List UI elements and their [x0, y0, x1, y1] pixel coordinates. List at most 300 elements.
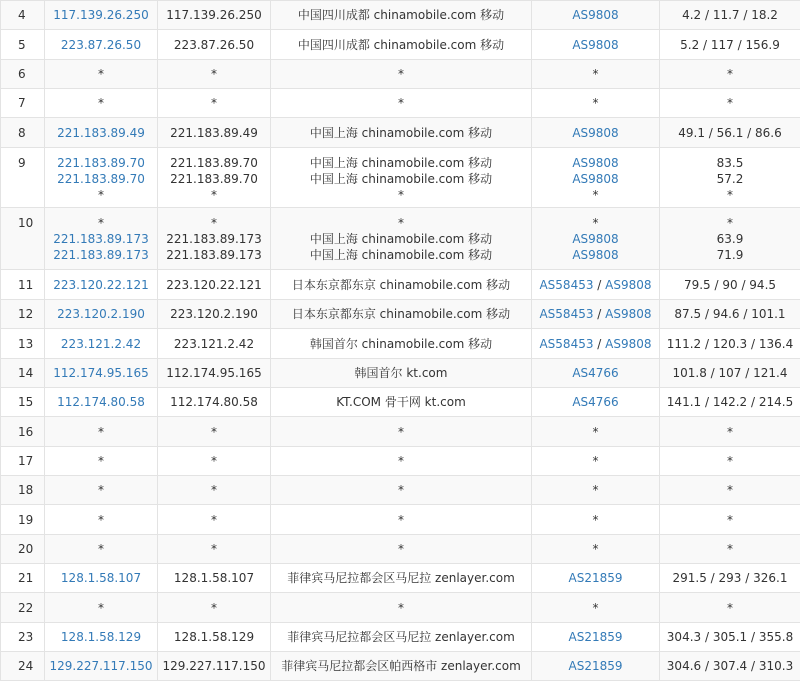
- hop-number: 14: [1, 359, 45, 388]
- location: 中国上海 chinamobile.com 移动: [309, 156, 493, 170]
- ip-link[interactable]: 221.183.89.173: [53, 248, 149, 262]
- as-line: [532, 424, 659, 440]
- asn-separator: /: [593, 277, 606, 292]
- rtt-line: [660, 365, 800, 381]
- hop-number: 17: [1, 447, 45, 476]
- location: 中国上海 chinamobile.com 移动: [309, 172, 493, 186]
- hostname: 223.87.26.50: [173, 37, 255, 52]
- loc-line: [271, 171, 531, 187]
- ip-line: [45, 171, 157, 187]
- ip-line: [45, 95, 157, 111]
- ip-cell: [45, 359, 158, 388]
- hop-number: 10: [1, 208, 45, 270]
- empty-marker: *: [211, 216, 217, 230]
- table-row: [1, 359, 800, 388]
- empty-marker: *: [727, 512, 733, 527]
- ip-line: [45, 187, 157, 203]
- hop-number: 21: [1, 564, 45, 593]
- location: 中国上海 chinamobile.com 移动: [309, 248, 493, 262]
- loc-line: [271, 66, 531, 82]
- loc-cell: [271, 208, 532, 270]
- rtt-values: 5.2 / 117 / 156.9: [680, 37, 780, 52]
- rtt-values: 304.6 / 307.4 / 310.3: [666, 659, 794, 673]
- hostname: 223.120.22.121: [166, 277, 262, 292]
- location: 中国四川成都 chinamobile.com 移动: [297, 37, 505, 52]
- as-line: [532, 187, 659, 203]
- rtt-line: [660, 629, 800, 645]
- asn-link[interactable]: AS21859: [568, 571, 623, 585]
- ip-line: [45, 125, 157, 141]
- rtt-line: [660, 658, 800, 674]
- ip-cell: [45, 535, 158, 564]
- loc-cell: [271, 329, 532, 359]
- hop-number: 24: [1, 652, 45, 681]
- host-line: [158, 231, 270, 247]
- rtt-line: [660, 95, 800, 111]
- host-line: [158, 187, 270, 203]
- asn-link[interactable]: AS9808: [572, 125, 619, 140]
- empty-marker: *: [211, 454, 217, 468]
- as-line: [532, 171, 659, 187]
- asn-link[interactable]: AS58453: [539, 336, 594, 351]
- host-line: [158, 629, 270, 645]
- hop-number: 6: [1, 60, 45, 89]
- rtt-cell: [660, 359, 800, 388]
- empty-marker: *: [727, 424, 733, 439]
- ip-cell: [45, 417, 158, 447]
- empty-marker: *: [727, 67, 733, 81]
- table-row: [1, 60, 800, 89]
- rtt-values: 71.9: [716, 248, 744, 262]
- hop-number: 15: [1, 388, 45, 417]
- ip-cell: [45, 329, 158, 359]
- hostname: 112.174.95.165: [166, 366, 262, 380]
- ip-cell: [45, 300, 158, 329]
- host-line: [158, 125, 270, 141]
- host-cell: [158, 359, 271, 388]
- as-cell: [532, 270, 660, 300]
- asn-link[interactable]: AS4766: [572, 366, 619, 380]
- ip-link[interactable]: 223.87.26.50: [60, 37, 142, 52]
- location: 韩国首尔 chinamobile.com 移动: [309, 336, 493, 351]
- as-cell: [532, 300, 660, 329]
- as-cell: [532, 1, 660, 30]
- loc-line: [271, 247, 531, 263]
- asn-link[interactable]: AS9808: [572, 248, 619, 262]
- table-row: [1, 535, 800, 564]
- as-cell: [532, 148, 660, 208]
- table-row: [1, 148, 800, 208]
- empty-marker: *: [398, 424, 404, 439]
- host-line: [158, 7, 270, 23]
- as-line: [532, 95, 659, 111]
- ip-cell: [45, 118, 158, 148]
- host-line: [158, 424, 270, 440]
- as-line: [532, 155, 659, 171]
- ip-cell: [45, 652, 158, 681]
- as-line: [532, 512, 659, 528]
- hostname: 221.183.89.173: [166, 248, 262, 262]
- loc-cell: [271, 476, 532, 505]
- asn-link[interactable]: AS9808: [572, 8, 619, 22]
- asn-link[interactable]: AS9808: [572, 232, 619, 246]
- ip-link[interactable]: 223.120.2.190: [57, 307, 145, 321]
- hostname: 117.139.26.250: [166, 8, 262, 22]
- loc-cell: [271, 535, 532, 564]
- host-cell: [158, 388, 271, 417]
- table-row: [1, 208, 800, 270]
- ip-line: [45, 424, 157, 440]
- loc-cell: [271, 148, 532, 208]
- ip-line: [45, 231, 157, 247]
- empty-marker: *: [211, 542, 217, 556]
- rtt-line: [660, 541, 800, 557]
- asn-link[interactable]: AS9808: [572, 156, 619, 170]
- ip-line: [45, 277, 157, 293]
- table-row: [1, 652, 800, 681]
- loc-line: [271, 365, 531, 381]
- rtt-cell: [660, 118, 800, 148]
- empty-marker: *: [592, 512, 599, 527]
- as-cell: [532, 505, 660, 535]
- host-line: [158, 482, 270, 498]
- empty-marker: *: [398, 188, 404, 202]
- rtt-line: [660, 453, 800, 469]
- as-line: [532, 365, 659, 381]
- ip-line: [45, 658, 157, 674]
- rtt-line: [660, 394, 800, 410]
- ip-link[interactable]: 117.139.26.250: [53, 8, 149, 22]
- rtt-cell: [660, 148, 800, 208]
- host-cell: [158, 623, 271, 652]
- rtt-values: 87.5 / 94.6 / 101.1: [674, 307, 786, 321]
- as-line: [532, 394, 659, 410]
- asn-link[interactable]: AS58453: [539, 307, 594, 321]
- empty-marker: *: [592, 483, 599, 497]
- ip-cell: [45, 447, 158, 476]
- as-cell: [532, 60, 660, 89]
- host-cell: [158, 208, 271, 270]
- loc-cell: [271, 417, 532, 447]
- rtt-cell: [660, 30, 800, 60]
- hostname: 221.183.89.49: [170, 125, 258, 140]
- empty-marker: *: [727, 483, 733, 497]
- as-line: [532, 629, 659, 645]
- as-line: [532, 37, 659, 53]
- table-row: [1, 388, 800, 417]
- as-line: [532, 231, 659, 247]
- asn-link[interactable]: AS9808: [605, 277, 652, 292]
- ip-line: [45, 629, 157, 645]
- empty-marker: *: [98, 542, 104, 556]
- asn-link[interactable]: AS9808: [572, 37, 619, 52]
- ip-line: [45, 7, 157, 23]
- hop-number: 8: [1, 118, 45, 148]
- hop-number: 22: [1, 593, 45, 623]
- rtt-cell: [660, 1, 800, 30]
- as-line: [532, 570, 659, 586]
- host-cell: [158, 89, 271, 118]
- empty-marker: *: [98, 600, 104, 615]
- ip-link[interactable]: 221.183.89.70: [57, 172, 145, 186]
- hostname: 128.1.58.107: [173, 571, 255, 585]
- asn-link[interactable]: AS9808: [605, 307, 652, 321]
- ip-link[interactable]: 223.121.2.42: [60, 336, 142, 351]
- hop-number: 18: [1, 476, 45, 505]
- empty-marker: *: [211, 600, 217, 615]
- as-cell: [532, 208, 660, 270]
- loc-cell: [271, 60, 532, 89]
- asn-link[interactable]: AS21859: [568, 630, 623, 644]
- loc-cell: [271, 118, 532, 148]
- rtt-cell: [660, 476, 800, 505]
- empty-marker: *: [727, 454, 733, 468]
- location: 中国上海 chinamobile.com 移动: [309, 232, 493, 246]
- hop-number: 5: [1, 30, 45, 60]
- asn-link[interactable]: AS9808: [605, 336, 652, 351]
- empty-marker: *: [211, 483, 217, 497]
- rtt-cell: [660, 652, 800, 681]
- empty-marker: *: [98, 483, 104, 497]
- empty-marker: *: [211, 424, 217, 439]
- rtt-cell: [660, 329, 800, 359]
- loc-line: [271, 155, 531, 171]
- traceroute-rows: [1, 1, 800, 681]
- empty-marker: *: [98, 512, 104, 527]
- empty-marker: *: [592, 600, 599, 615]
- host-cell: [158, 300, 271, 329]
- location: 菲律宾马尼拉都会区马尼拉 zenlayer.com: [287, 630, 515, 644]
- host-line: [158, 365, 270, 381]
- table-row: [1, 329, 800, 359]
- asn-link[interactable]: AS9808: [572, 172, 619, 186]
- ip-link[interactable]: 223.120.22.121: [53, 277, 149, 292]
- as-cell: [532, 447, 660, 476]
- as-line: [532, 7, 659, 23]
- rtt-values: 101.8 / 107 / 121.4: [672, 366, 788, 380]
- rtt-cell: [660, 505, 800, 535]
- loc-line: [271, 394, 531, 410]
- table-row: [1, 564, 800, 593]
- ip-line: [45, 394, 157, 410]
- ip-line: [45, 453, 157, 469]
- host-line: [158, 247, 270, 263]
- host-cell: [158, 476, 271, 505]
- host-cell: [158, 329, 271, 359]
- rtt-line: [660, 125, 800, 141]
- hostname: 223.120.2.190: [170, 307, 258, 321]
- as-cell: [532, 535, 660, 564]
- host-line: [158, 541, 270, 557]
- loc-line: [271, 570, 531, 586]
- hostname: 129.227.117.150: [162, 659, 266, 673]
- rtt-line: [660, 231, 800, 247]
- empty-marker: *: [211, 96, 217, 110]
- loc-line: [271, 125, 531, 141]
- rtt-cell: [660, 270, 800, 300]
- table-row: [1, 270, 800, 300]
- empty-marker: *: [98, 96, 104, 110]
- loc-line: [271, 541, 531, 557]
- rtt-line: [660, 155, 800, 171]
- table-row: [1, 89, 800, 118]
- location: 中国四川成都 chinamobile.com 移动: [297, 8, 505, 22]
- ip-cell: [45, 208, 158, 270]
- loc-line: [271, 215, 531, 231]
- loc-line: [271, 231, 531, 247]
- empty-marker: *: [98, 188, 104, 202]
- host-cell: [158, 30, 271, 60]
- rtt-line: [660, 7, 800, 23]
- asn-link[interactable]: AS21859: [568, 659, 623, 673]
- as-line: [532, 482, 659, 498]
- host-cell: [158, 564, 271, 593]
- as-line: [532, 247, 659, 263]
- loc-line: [271, 453, 531, 469]
- as-line: [532, 66, 659, 82]
- loc-cell: [271, 564, 532, 593]
- table-row: [1, 476, 800, 505]
- host-line: [158, 215, 270, 231]
- host-line: [158, 155, 270, 171]
- ip-cell: [45, 505, 158, 535]
- ip-line: [45, 365, 157, 381]
- ip-line: [45, 600, 157, 616]
- rtt-line: [660, 336, 800, 352]
- table-row: [1, 623, 800, 652]
- ip-cell: [45, 388, 158, 417]
- empty-marker: *: [592, 454, 599, 468]
- asn-link[interactable]: AS4766: [572, 395, 619, 409]
- empty-marker: *: [727, 600, 733, 615]
- empty-marker: *: [98, 67, 104, 81]
- as-cell: [532, 329, 660, 359]
- loc-line: [271, 336, 531, 352]
- location: 菲律宾马尼拉都会区马尼拉 zenlayer.com: [287, 571, 515, 585]
- ip-cell: [45, 564, 158, 593]
- hop-number: 12: [1, 300, 45, 329]
- host-line: [158, 66, 270, 82]
- empty-marker: *: [398, 600, 404, 615]
- location: 中国上海 chinamobile.com 移动: [309, 125, 493, 140]
- ip-cell: [45, 30, 158, 60]
- ip-link[interactable]: 112.174.95.165: [53, 366, 149, 380]
- ip-cell: [45, 270, 158, 300]
- as-line: [532, 306, 659, 322]
- empty-marker: *: [211, 67, 217, 81]
- loc-line: [271, 277, 531, 293]
- as-line: [532, 658, 659, 674]
- rtt-line: [660, 570, 800, 586]
- loc-line: [271, 187, 531, 203]
- rtt-cell: [660, 623, 800, 652]
- hop-number: 13: [1, 329, 45, 359]
- ip-link[interactable]: 221.183.89.70: [57, 156, 145, 170]
- loc-cell: [271, 89, 532, 118]
- hostname: 128.1.58.129: [173, 630, 255, 644]
- asn-link[interactable]: AS58453: [539, 277, 594, 292]
- ip-link[interactable]: 221.183.89.173: [53, 232, 149, 246]
- rtt-values: 291.5 / 293 / 326.1: [672, 571, 788, 585]
- ip-link[interactable]: 129.227.117.150: [49, 659, 153, 673]
- rtt-line: [660, 277, 800, 293]
- ip-line: [45, 482, 157, 498]
- ip-line: [45, 512, 157, 528]
- hop-number: 9: [1, 148, 45, 208]
- ip-cell: [45, 89, 158, 118]
- empty-marker: *: [592, 216, 599, 230]
- as-cell: [532, 359, 660, 388]
- ip-cell: [45, 60, 158, 89]
- loc-cell: [271, 652, 532, 681]
- ip-line: [45, 247, 157, 263]
- empty-marker: *: [727, 216, 733, 230]
- loc-line: [271, 658, 531, 674]
- rtt-values: 4.2 / 11.7 / 18.2: [682, 8, 778, 22]
- rtt-line: [660, 482, 800, 498]
- hostname: 221.183.89.70: [170, 172, 258, 186]
- hostname: 221.183.89.70: [170, 156, 258, 170]
- ip-link[interactable]: 112.174.80.58: [57, 395, 145, 409]
- host-line: [158, 171, 270, 187]
- ip-line: [45, 215, 157, 231]
- rtt-cell: [660, 388, 800, 417]
- empty-marker: *: [592, 67, 599, 81]
- empty-marker: *: [398, 216, 404, 230]
- as-cell: [532, 564, 660, 593]
- table-row: [1, 447, 800, 476]
- ip-line: [45, 66, 157, 82]
- rtt-values: 141.1 / 142.2 / 214.5: [666, 395, 794, 409]
- ip-link[interactable]: 128.1.58.129: [60, 630, 142, 644]
- ip-cell: [45, 1, 158, 30]
- ip-line: [45, 306, 157, 322]
- location: 日本东京都东京 chinamobile.com 移动: [291, 307, 511, 321]
- rtt-line: [660, 247, 800, 263]
- loc-cell: [271, 1, 532, 30]
- host-cell: [158, 535, 271, 564]
- empty-marker: *: [398, 96, 404, 110]
- loc-line: [271, 37, 531, 53]
- empty-marker: *: [211, 512, 217, 527]
- as-line: [532, 600, 659, 616]
- ip-cell: [45, 623, 158, 652]
- rtt-line: [660, 187, 800, 203]
- as-cell: [532, 652, 660, 681]
- loc-cell: [271, 30, 532, 60]
- rtt-values: 49.1 / 56.1 / 86.6: [678, 125, 782, 140]
- ip-cell: [45, 148, 158, 208]
- as-line: [532, 336, 659, 352]
- loc-line: [271, 306, 531, 322]
- rtt-values: 63.9: [716, 232, 744, 246]
- rtt-cell: [660, 89, 800, 118]
- host-cell: [158, 447, 271, 476]
- as-line: [532, 277, 659, 293]
- table-row: [1, 593, 800, 623]
- hop-number: 4: [1, 1, 45, 30]
- loc-line: [271, 629, 531, 645]
- ip-link[interactable]: 128.1.58.107: [60, 571, 142, 585]
- table-row: [1, 417, 800, 447]
- loc-line: [271, 600, 531, 616]
- empty-marker: *: [592, 96, 599, 110]
- as-cell: [532, 476, 660, 505]
- empty-marker: *: [398, 542, 404, 556]
- rtt-line: [660, 37, 800, 53]
- empty-marker: *: [727, 542, 733, 556]
- ip-link[interactable]: 221.183.89.49: [57, 125, 145, 140]
